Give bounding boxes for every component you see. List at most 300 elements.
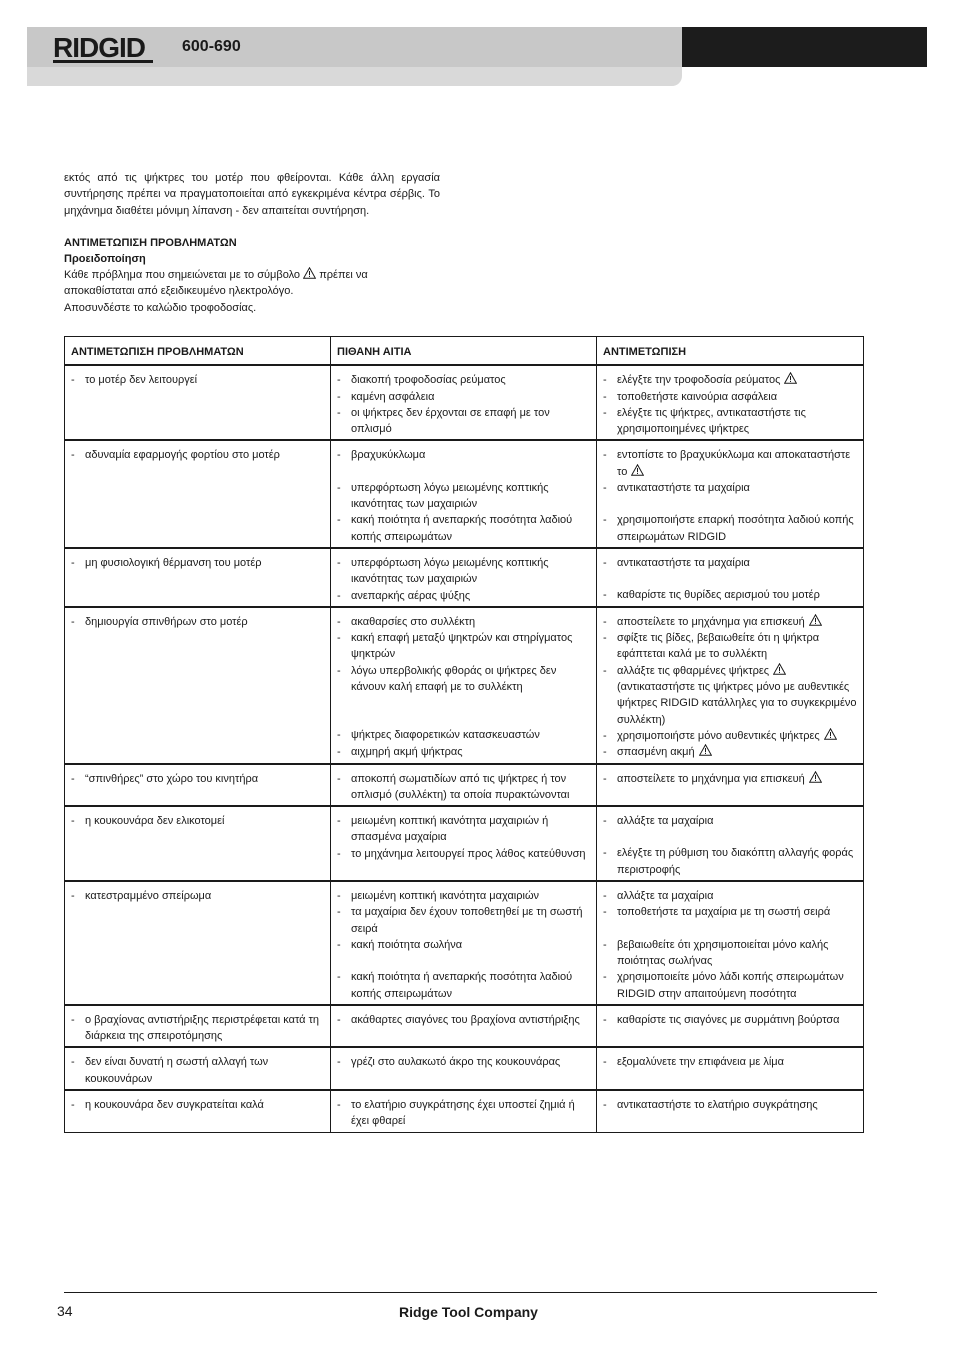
bullet-dash: - — [603, 772, 607, 785]
warning-triangle-icon — [631, 464, 644, 476]
item-label: υπερφόρτωση λόγω μειωμένης κοπτικής ικανότητας των μαχαιριών — [351, 556, 549, 586]
spacer — [603, 921, 857, 937]
item-label: ακαθαρσίες στο συλλέκτη — [351, 615, 476, 628]
item-text — [617, 663, 857, 679]
bullet-dash: - — [603, 1013, 607, 1026]
bullet-dash: - — [603, 589, 607, 602]
cell-cause — [331, 1090, 597, 1132]
list-item — [337, 813, 590, 846]
cell-cause — [331, 365, 597, 440]
cell-cause — [331, 1047, 597, 1090]
warning-triangle-icon — [824, 728, 837, 740]
list-item — [71, 372, 324, 388]
bullet-dash: - — [603, 890, 607, 903]
warning-triangle-icon — [784, 372, 797, 384]
page-number: 34 — [57, 1303, 73, 1319]
bullet-dash: - — [337, 890, 341, 903]
item-text — [351, 389, 590, 405]
bullet-dash: - — [603, 556, 607, 569]
bullet-dash: - — [71, 615, 75, 628]
bullet-dash: - — [337, 906, 341, 919]
item-text — [85, 1054, 324, 1087]
cell-cause — [331, 607, 597, 764]
troubleshooting-heading: ΑΝΤΙΜΕΤΩΠΙΣΗ ΠΡΟΒΛΗΜΑΤΩΝ — [64, 237, 237, 249]
list-item — [603, 389, 857, 405]
item-label: ελέγξτε την τροφοδοσία ρεύματος — [617, 374, 781, 387]
item-text — [617, 937, 857, 970]
list-item — [337, 555, 590, 588]
bullet-dash: - — [337, 664, 341, 677]
item-text — [351, 630, 590, 663]
item-label: οι ψήκτρες δεν έρχονται σε επαφή με τον οπλισμό — [351, 406, 550, 436]
warning-triangle-icon — [699, 744, 712, 756]
header-problem: ΑΝΤΙΜΕΤΩΠΙΣΗ ΠΡΟΒΛΗΜΑΤΩΝ — [65, 337, 331, 366]
cell-problem — [65, 1090, 331, 1132]
item-label: αλλάξτε τις φθαρμένες ψήκτρες — [617, 664, 770, 677]
item-text — [617, 1097, 857, 1113]
item-text — [351, 771, 590, 804]
bullet-dash: - — [603, 815, 607, 828]
bullet-dash: - — [337, 556, 341, 569]
bullet-dash: - — [71, 556, 75, 569]
bullet-dash: - — [603, 514, 607, 527]
item-text — [351, 447, 590, 463]
item-label: χρησιμοποιείτε μόνο λάδι κοπής σπειρωμάτων RIDGID στην απαιτούμενη ποσότητα — [617, 971, 844, 1000]
list-item — [337, 588, 590, 604]
cell-problem — [65, 1005, 331, 1048]
list-item — [71, 1097, 324, 1113]
bullet-dash: - — [337, 632, 341, 645]
item-label: τοποθετήστε τα μαχαίρια με τη σωστή σειρά — [617, 906, 831, 919]
list-item — [71, 771, 324, 787]
item-label: το μηχάνημα λειτουργεί προς λάθος κατεύθυνση — [351, 847, 586, 860]
item-label: κακή ποιότητα ή ανεπαρκής ποσότητα λαδιού κοπής σπειρωμάτων — [351, 971, 573, 1000]
header-remedy: ΑΝΤΙΜΕΤΩΠΙΣΗ — [597, 337, 864, 366]
cell-cause — [331, 548, 597, 607]
list-item — [603, 1012, 857, 1028]
item-label: το μοτέρ δεν λειτουργεί — [85, 374, 198, 387]
bullet-dash: - — [337, 1013, 341, 1026]
bullet-dash: - — [603, 938, 607, 951]
list-item — [71, 1012, 324, 1045]
list-item — [71, 1054, 324, 1087]
item-label: αντικαταστήστε τα μαχαίρια — [617, 482, 750, 495]
item-label: μειωμένη κοπτική ικανότητα μαχαιριών — [351, 890, 540, 903]
item-text — [85, 1097, 324, 1113]
item-text — [617, 744, 857, 760]
bullet-dash: - — [337, 938, 341, 951]
item-text — [617, 555, 857, 571]
item-label: κακή ποιότητα σωλήνα — [351, 938, 463, 951]
item-label: διακοπή τροφοδοσίας ρεύματος — [351, 374, 506, 387]
cell-problem — [65, 806, 331, 881]
spacer — [337, 953, 590, 969]
list-item — [337, 1097, 590, 1130]
header-black-block — [682, 27, 927, 67]
list-item — [337, 663, 590, 696]
item-text — [617, 1054, 857, 1070]
bullet-dash: - — [603, 406, 607, 419]
item-label: εντοπίστε το βραχυκύκλωμα και αποκαταστήστε το — [617, 449, 851, 478]
item-label: αντικαταστήστε το ελατήριο συγκράτησης — [617, 1098, 818, 1111]
bullet-dash: - — [603, 1098, 607, 1111]
cell-cause — [331, 1005, 597, 1048]
item-text — [351, 1012, 590, 1028]
item-text — [351, 480, 590, 513]
item-text — [351, 1054, 590, 1070]
item-text — [85, 447, 324, 463]
list-item — [337, 447, 590, 463]
table-row — [65, 548, 864, 607]
item-text — [85, 1012, 324, 1045]
spacer — [603, 571, 857, 587]
item-label: αδυναμία εφαρμογής φορτίου στο μοτέρ — [85, 449, 280, 462]
list-item — [337, 846, 590, 862]
list-item — [337, 630, 590, 663]
header-cause: ΠΙΘΑΝΗ ΑΙΤΙΑ — [331, 337, 597, 366]
warning-triangle-icon — [303, 267, 316, 279]
list-item — [337, 1054, 590, 1070]
item-label: αντικαταστήστε τα μαχαίρια — [617, 556, 750, 569]
bullet-dash: - — [337, 729, 341, 742]
item-text — [85, 614, 324, 630]
item-text — [351, 1097, 590, 1130]
item-text — [617, 447, 857, 480]
bullet-dash: - — [337, 971, 341, 984]
bullet-dash: - — [337, 772, 341, 785]
cell-remedy — [597, 1047, 864, 1090]
item-label: “σπινθήρες” στο χώρο του κινητήρα — [85, 772, 259, 785]
item-label: βραχυκύκλωμα — [351, 449, 426, 462]
warning-triangle-icon — [773, 663, 786, 675]
bullet-dash: - — [71, 890, 75, 903]
spacer — [337, 695, 590, 711]
list-item — [603, 744, 857, 760]
bullet-dash: - — [603, 390, 607, 403]
cell-problem — [65, 365, 331, 440]
item-text — [617, 679, 857, 728]
item-text — [85, 372, 324, 388]
table-row — [65, 1047, 864, 1090]
item-text — [351, 372, 590, 388]
bullet-dash: - — [603, 729, 607, 742]
item-text — [85, 813, 324, 829]
bullet-dash: - — [603, 746, 607, 759]
list-item — [71, 614, 324, 630]
bullet-dash: - — [337, 449, 341, 462]
item-text — [617, 1012, 857, 1028]
item-label: (αντικαταστήστε τις ψήκτρες μόνο με αυθεντικές ψήκτρες RIDGID κατάλληλες για το συγκεκριμένο συλλέκτη) — [617, 681, 857, 726]
troubleshooting-table — [64, 336, 864, 1133]
item-label: μειωμένη κοπτική ικανότητα μαχαιριών ή σπασμένα μαχαίρια — [351, 815, 549, 844]
list-item — [71, 447, 324, 463]
item-text — [617, 405, 857, 438]
item-label: καθαρίστε τις θυρίδες αερισμού του μοτέρ — [617, 589, 820, 602]
table-row — [65, 365, 864, 440]
list-item — [603, 888, 857, 904]
item-text — [85, 888, 324, 904]
list-item — [603, 372, 857, 388]
list-item — [337, 372, 590, 388]
item-text — [617, 389, 857, 405]
disconnect-note: Αποσυνδέστε το καλώδιο τροφοδοσίας. — [64, 302, 257, 314]
item-label: ελέγξτε τις ψήκτρες, αντικαταστήστε τις χρησιμοποιημένες ψήκτρες — [617, 406, 806, 436]
item-label: ακάθαρτες σιαγόνες του βραχίονα αντιστήριξης — [351, 1013, 580, 1026]
cell-remedy — [597, 607, 864, 764]
list-item — [337, 904, 590, 937]
spacer — [337, 464, 590, 480]
bullet-dash: - — [603, 1056, 607, 1069]
table-row — [65, 440, 864, 547]
list-item — [337, 744, 590, 760]
cell-remedy — [597, 881, 864, 1005]
table-row — [65, 764, 864, 807]
list-item — [71, 888, 324, 904]
cell-cause — [331, 440, 597, 547]
item-text — [617, 728, 857, 744]
item-text — [351, 727, 590, 743]
list-item — [337, 512, 590, 545]
item-text — [351, 663, 590, 696]
item-label: αλλάξτε τα μαχαίρια — [617, 890, 714, 903]
item-text — [351, 888, 590, 904]
list-item — [603, 663, 857, 679]
bullet-dash: - — [71, 1056, 75, 1069]
spacer — [337, 711, 590, 727]
list-item — [337, 888, 590, 904]
bullet-dash: - — [603, 632, 607, 645]
bullet-dash: - — [337, 815, 341, 828]
list-item — [603, 480, 857, 496]
item-label: η κουκουνάρα δεν συγκρατείται καλά — [85, 1098, 264, 1111]
list-item — [603, 969, 857, 1002]
item-label: κακή ποιότητα ή ανεπαρκής ποσότητα λαδιού κοπής σπειρωμάτων — [351, 514, 573, 543]
bullet-dash: - — [337, 481, 341, 494]
list-item — [603, 614, 857, 630]
item-label: καθαρίστε τις σιαγόνες με συρμάτινη βούρτσα — [617, 1013, 840, 1026]
footer-divider — [64, 1292, 877, 1293]
list-item — [337, 480, 590, 513]
cell-remedy — [597, 365, 864, 440]
list-item — [71, 555, 324, 571]
item-label: τα μαχαίρια δεν έχουν τοποθετηθεί με τη σωστή σειρά — [351, 906, 583, 935]
bullet-dash: - — [337, 1098, 341, 1111]
bullet-dash: - — [603, 971, 607, 984]
header-strip — [27, 67, 682, 86]
cell-cause — [331, 806, 597, 881]
cell-problem — [65, 548, 331, 607]
item-label: λόγω υπερβολικής φθοράς οι ψήκτρες δεν κάνουν καλή επαφή με το συλλέκτη — [351, 664, 557, 694]
bullet-dash: - — [337, 390, 341, 403]
warning-text-before: Κάθε πρόβλημα που σημειώνεται με το σύμβολο — [64, 269, 301, 281]
item-label: δεν είναι δυνατή η σωστή αλλαγή των κουκουνάρων — [85, 1056, 269, 1085]
list-item — [603, 728, 857, 744]
intro-paragraph: εκτός από τις ψήκτρες του μοτέρ που φθείρονται. Κάθε άλλη εργασία συντήρησης πρέπει να πραγματοποιείται από εγκεκριμένα κέντρα σέρβις. Το μηχάνημα διαθέτει μόνιμη λίπανση - δεν απαιτείται συντήρηση. — [64, 172, 440, 217]
bullet-dash: - — [337, 745, 341, 758]
bullet-dash: - — [603, 664, 607, 677]
item-label: αλλάξτε τα μαχαίρια — [617, 815, 714, 828]
bullet-dash: - — [337, 374, 341, 387]
list-item — [337, 727, 590, 743]
item-text — [351, 405, 590, 438]
bullet-dash: - — [337, 615, 341, 628]
warning-heading: Προειδοποίηση — [64, 253, 146, 265]
item-text — [351, 813, 590, 846]
item-label: χρησιμοποιήστε επαρκή ποσότητα λαδιού κοπής σπειρωμάτων RIDGID — [617, 514, 854, 543]
item-text — [617, 630, 857, 663]
item-label: τοποθετήστε καινούρια ασφάλεια — [617, 390, 778, 403]
cell-remedy — [597, 764, 864, 807]
spacer — [603, 829, 857, 845]
spacer — [603, 496, 857, 512]
item-text — [351, 588, 590, 604]
bullet-dash: - — [71, 374, 75, 387]
list-item — [337, 1012, 590, 1028]
item-label: αιχμηρή ακμή ψήκτρας — [351, 745, 463, 758]
item-text — [617, 512, 857, 545]
item-label: σπασμένη ακμή — [617, 746, 695, 759]
item-text — [617, 904, 857, 920]
list-item — [337, 405, 590, 438]
bullet-dash: - — [337, 514, 341, 527]
item-label: ο βραχίονας αντιστήριξης περιστρέφεται κατά τη διάρκεια της σπειροτόμησης — [85, 1013, 320, 1043]
bullet-dash: - — [71, 1013, 75, 1026]
cell-remedy — [597, 440, 864, 547]
item-label: το ελατήριο συγκράτησης έχει υποστεί ζημιά ή έχει φθαρεί — [351, 1098, 575, 1128]
item-label: χρησιμοποιήστε μόνο αυθεντικές ψήκτρες — [617, 729, 820, 742]
cell-problem — [65, 764, 331, 807]
list-item — [337, 389, 590, 405]
item-label: βεβαιωθείτε ότι χρησιμοποιείται μόνο καλής ποιότητας σωλήνας — [617, 938, 829, 967]
item-text — [351, 904, 590, 937]
bullet-dash: - — [71, 1098, 75, 1111]
item-text — [85, 771, 324, 787]
cell-problem — [65, 607, 331, 764]
bullet-dash: - — [603, 374, 607, 387]
table-row — [65, 806, 864, 881]
item-label: κατεστραμμένο σπείρωμα — [85, 890, 212, 903]
list-item — [603, 845, 857, 878]
bullet-dash: - — [337, 1056, 341, 1069]
list-item — [337, 969, 590, 1002]
item-label: ελέγξτε τη ρύθμιση του διακόπτη αλλαγής φοράς περιστροφής — [617, 847, 854, 876]
list-item — [337, 771, 590, 804]
bullet-dash: - — [603, 906, 607, 919]
bullet-dash — [603, 679, 617, 728]
item-text — [617, 587, 857, 603]
item-text — [351, 937, 590, 953]
list-item — [603, 937, 857, 970]
item-label: δημιουργία σπινθήρων στο μοτέρ — [85, 615, 248, 628]
item-text — [351, 846, 590, 862]
item-label: σφίξτε τις βίδες, βεβαιωθείτε ότι η ψήκτρα εφάπτεται καλά με το συλλέκτη — [617, 632, 820, 661]
item-label: η κουκουνάρα δεν ελικοτομεί — [85, 815, 225, 828]
list-item — [603, 1054, 857, 1070]
cell-cause — [331, 764, 597, 807]
item-label: αποκοπή σωματιδίων από τις ψήκτρες ή τον οπλισμό (συλλέκτη) τα οποία πυρακτώνονται — [351, 772, 570, 801]
cell-remedy — [597, 1090, 864, 1132]
list-item — [603, 1097, 857, 1113]
bullet-dash: - — [603, 847, 607, 860]
bullet-dash: - — [337, 589, 341, 602]
item-label: ψήκτρες διαφορετικών κατασκευαστών — [351, 729, 540, 742]
item-text — [85, 555, 324, 571]
table-row — [65, 1005, 864, 1048]
list-item — [603, 813, 857, 829]
cell-remedy — [597, 1005, 864, 1048]
company-name: Ridge Tool Company — [399, 1304, 538, 1320]
item-text — [617, 813, 857, 829]
item-label: μη φυσιολογική θέρμανση του μοτέρ — [85, 556, 262, 569]
cell-cause — [331, 881, 597, 1005]
bullet-dash: - — [603, 449, 607, 462]
ridgid-logo: RIDGID — [53, 33, 153, 63]
item-label: γρέζι στο αυλακωτό άκρο της κουκουνάρας — [351, 1056, 561, 1069]
warning-text — [64, 267, 440, 300]
item-text — [351, 744, 590, 760]
list-item — [337, 937, 590, 953]
warning-triangle-icon — [809, 614, 822, 626]
item-text — [617, 845, 857, 878]
table-header-row — [65, 337, 864, 366]
item-text — [617, 480, 857, 496]
list-item — [603, 679, 857, 728]
item-text — [617, 771, 857, 787]
item-label: αποστείλετε το μηχάνημα για επισκευή — [617, 772, 805, 785]
item-label: αποστείλετε το μηχάνημα για επισκευή — [617, 615, 805, 628]
warning-triangle-icon — [809, 771, 822, 783]
bullet-dash: - — [337, 847, 341, 860]
bullet-dash: - — [71, 449, 75, 462]
table-row — [65, 607, 864, 764]
item-label: υπερφόρτωση λόγω μειωμένης κοπτικής ικανότητας των μαχαιριών — [351, 481, 549, 511]
table-row — [65, 1090, 864, 1132]
item-label: κακή επαφή μεταξύ ψηκτρών και στηρίγματος ψηκτρών — [351, 632, 573, 661]
list-item — [337, 614, 590, 630]
bullet-dash: - — [71, 772, 75, 785]
item-text — [617, 614, 857, 630]
bullet-dash: - — [337, 406, 341, 419]
item-label: ανεπαρκής αέρας ψύξης — [351, 589, 471, 602]
item-text — [617, 372, 857, 388]
list-item — [603, 555, 857, 571]
list-item — [71, 813, 324, 829]
list-item — [603, 771, 857, 787]
bullet-dash: - — [603, 482, 607, 495]
list-item — [603, 512, 857, 545]
list-item — [603, 630, 857, 663]
cell-problem — [65, 881, 331, 1005]
item-text — [351, 969, 590, 1002]
table-row — [65, 881, 864, 1005]
cell-remedy — [597, 806, 864, 881]
item-text — [351, 555, 590, 588]
list-item — [603, 904, 857, 920]
cell-remedy — [597, 548, 864, 607]
item-text — [617, 888, 857, 904]
list-item — [603, 447, 857, 480]
model-number: 600-690 — [182, 38, 241, 55]
warning-text-after: πρέπει να αποκαθίσταται από εξειδικευμένο ηλεκτρολόγο. — [64, 269, 368, 298]
item-text — [617, 969, 857, 1002]
item-label: καμένη ασφάλεια — [351, 390, 435, 403]
bullet-dash: - — [71, 815, 75, 828]
cell-problem — [65, 1047, 331, 1090]
bullet-dash: - — [603, 615, 607, 628]
cell-problem — [65, 440, 331, 547]
item-label: εξομαλύνετε την επιφάνεια με λίμα — [617, 1056, 784, 1069]
list-item — [603, 587, 857, 603]
